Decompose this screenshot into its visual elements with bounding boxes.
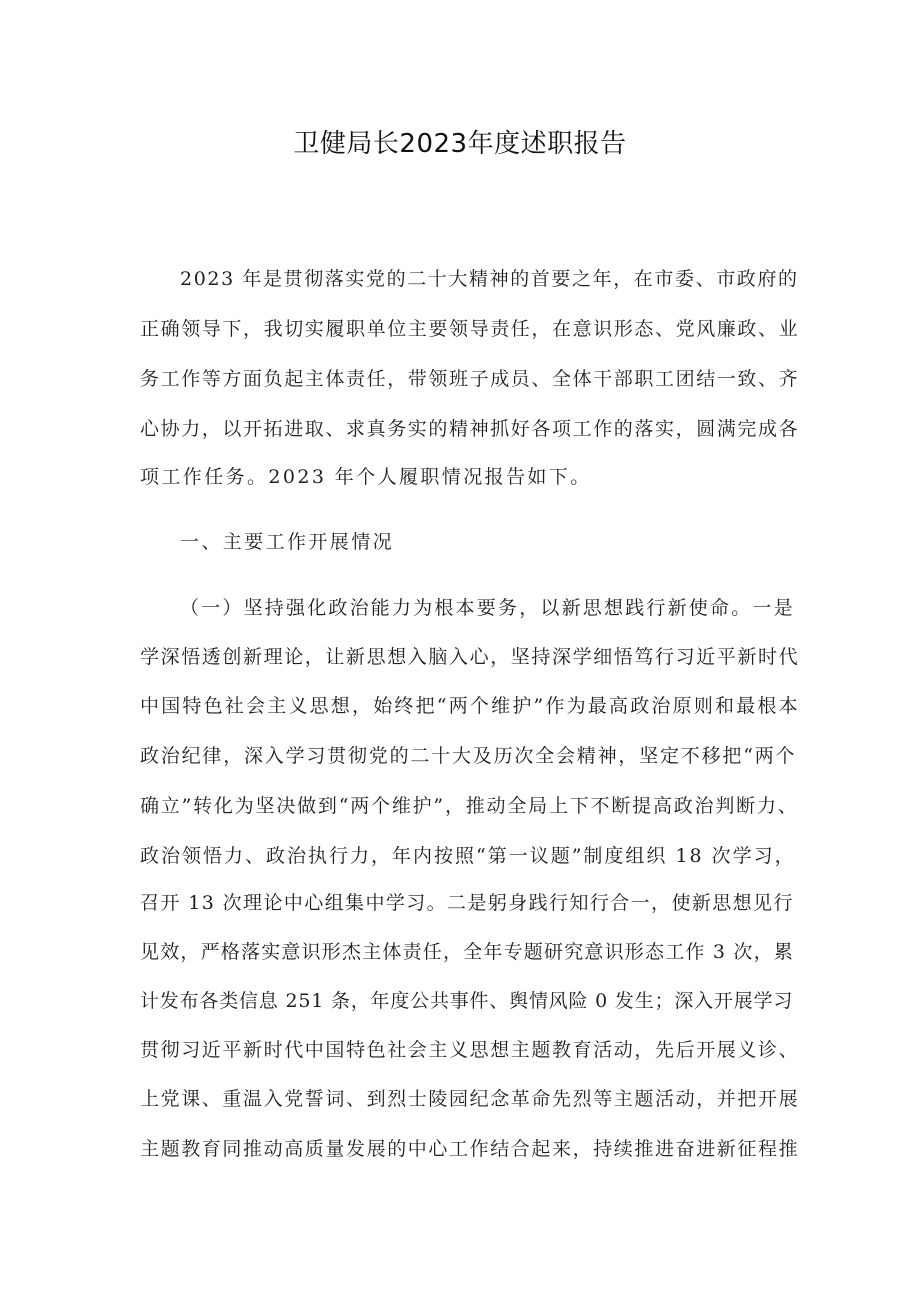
paragraph-3-line-3: 中国特色社会主义思想，始终把“两个维护”作为最高政治原则和最根本 (140, 695, 800, 717)
paragraph-3-line-11: 上党课、重温入党誓词、到烈士陵园纪念革命先烈等主题活动，并把开展 (140, 1088, 800, 1110)
paragraph-1-line-5: 项工作任务。2023 年个人履职情况报告如下。 (140, 466, 592, 488)
paragraph-3-line-2: 学深悟透创新理论，让新思想入脑入心，坚持深学细悟笃行习近平新时代 (140, 646, 800, 668)
paragraph-3-line-1: （一）坚持强化政治能力为根本要务，以新思想践行新使命。一是 (180, 597, 795, 619)
paragraph-3-line-6: 政治领悟力、政治执行力，年内按照“第一议题”制度组织 18 次学习， (140, 845, 796, 867)
paragraph-1-line-4: 心协力，以开拓进取、求真务实的精神抓好各项工作的落实，圆满完成各 (140, 418, 800, 440)
paragraph-3-line-8: 见效，严格落实意识形杰主体责任，全年专题研究意识形态工作 3 次，累 (140, 941, 794, 963)
paragraph-1-line-3: 务工作等方面负起主体责任，带领班子成员、全体干部职工团结一致、齐 (140, 368, 800, 390)
paragraph-3-line-5: 确立”转化为坚决做到“两个维护”，推动全局上下不断提高政治判断力、 (140, 795, 799, 817)
paragraph-1-line-1: 2023 年是贯彻落实党的二十大精神的首要之年，在市委、市政府的 (180, 268, 799, 290)
paragraph-3-line-9: 计发布各类信息 251 条，年度公共事件、舆情风险 0 发生；深入开展学习 (140, 990, 794, 1012)
document-title: 卫健局长2023年度述职报告 (293, 129, 627, 159)
section-heading: 一、主要工作开展情况 (180, 531, 395, 553)
paragraph-3-line-4: 政治纪律，深入学习贯彻党的二十大及历次全会精神，坚定不移把“两个 (140, 745, 797, 767)
paragraph-3-line-7: 召开 13 次理论中心组集中学习。二是躬身践行知行合一，使新思想见行 (140, 892, 794, 914)
paragraph-3-line-10: 贯彻习近平新时代中国特色社会主义思想主题教育活动，先后开展义诊、 (140, 1039, 800, 1061)
paragraph-1-line-2: 正确领导下，我切实履职单位主要领导责任，在意识形态、党风廉政、业 (140, 318, 800, 340)
paragraph-3-line-12: 主题教育同推动高质量发展的中心工作结合起来，持续推进奋进新征程推 (140, 1138, 800, 1160)
